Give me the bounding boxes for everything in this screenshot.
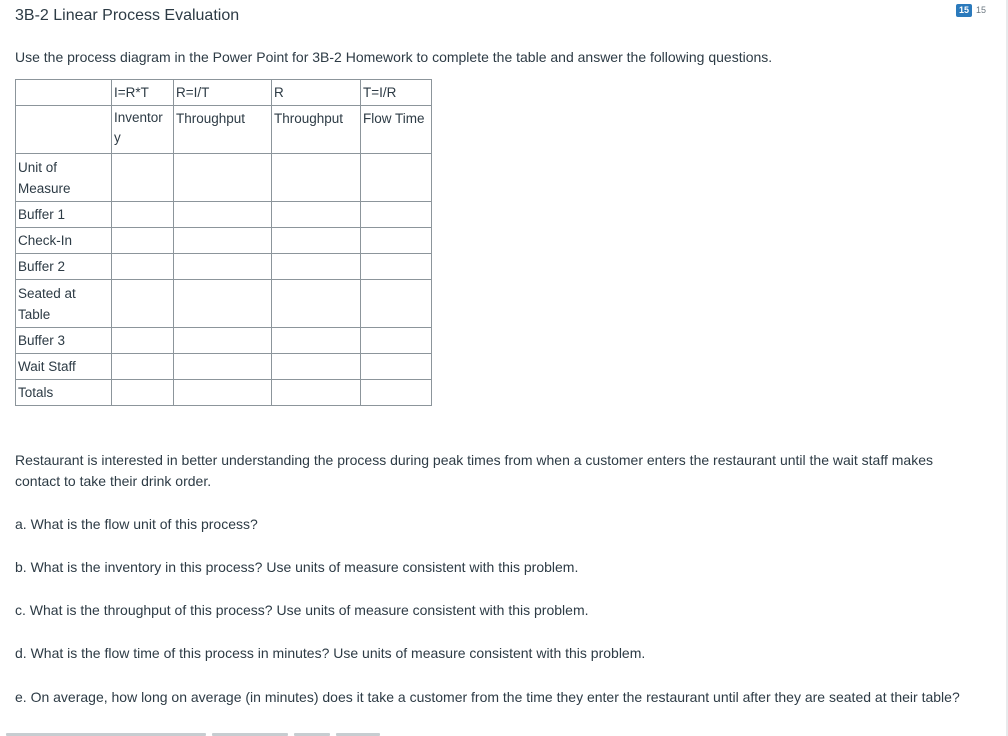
question-e: e. On average, how long on average (in minutes) does it take a customer from the time they enter the restaurant until after they are seated at their table?	[15, 689, 960, 705]
instructions: Use the process diagram in the Power Point for 3B-2 Homework to complete the table and answer the following questions.	[15, 49, 773, 65]
table-row	[16, 254, 432, 280]
row-label: Unit of Measure	[16, 154, 112, 202]
table-cell[interactable]	[112, 154, 174, 202]
table-cell[interactable]	[272, 280, 361, 328]
table-cell[interactable]	[272, 328, 361, 354]
table-cell[interactable]	[272, 354, 361, 380]
process-table	[15, 79, 432, 406]
formula-rate: R	[272, 80, 361, 106]
table-cell[interactable]	[361, 380, 432, 406]
table-cell[interactable]	[272, 254, 361, 280]
formula-inventory: I=R*T	[112, 80, 174, 106]
table-row	[16, 280, 432, 328]
row-label: Seated at Table	[16, 280, 112, 328]
table-row	[16, 228, 432, 254]
table-cell[interactable]	[361, 228, 432, 254]
row-label: Totals	[16, 380, 112, 406]
table-cell[interactable]	[112, 228, 174, 254]
table-cell[interactable]	[361, 280, 432, 328]
label-throughput: Throughput	[174, 106, 272, 154]
label-row	[16, 106, 432, 154]
header-cell-empty	[16, 80, 112, 106]
formula-row	[16, 80, 432, 106]
question-c: c. What is the throughput of this process? Use units of measure consistent with this problem.	[15, 602, 589, 618]
label-inventory: Inventor y	[112, 106, 174, 154]
table-cell[interactable]	[174, 380, 272, 406]
row-label: Buffer 1	[16, 202, 112, 228]
table-row	[16, 202, 432, 228]
table-row	[16, 354, 432, 380]
page-title: 3B-2 Linear Process Evaluation	[15, 7, 240, 24]
question-a: a. What is the flow unit of this process?	[15, 516, 258, 532]
table-cell[interactable]	[174, 280, 272, 328]
table-row	[16, 380, 432, 406]
table-cell[interactable]	[174, 354, 272, 380]
points-total: 15	[975, 5, 986, 15]
table-cell[interactable]	[174, 228, 272, 254]
table-cell[interactable]	[361, 254, 432, 280]
points-badges	[956, 4, 986, 17]
row-label: Check-In	[16, 228, 112, 254]
table-row	[16, 328, 432, 354]
table-cell[interactable]	[112, 354, 174, 380]
row-label: Buffer 2	[16, 254, 112, 280]
table-cell[interactable]	[272, 380, 361, 406]
label-throughput-2: Throughput	[272, 106, 361, 154]
table-cell[interactable]	[174, 202, 272, 228]
table-cell[interactable]	[112, 254, 174, 280]
row-label: Buffer 3	[16, 328, 112, 354]
table-cell[interactable]	[112, 328, 174, 354]
table-row	[16, 154, 432, 202]
label-flow-time: Flow Time	[361, 106, 432, 154]
table-cell[interactable]	[112, 380, 174, 406]
row-label: Wait Staff	[16, 354, 112, 380]
question-b: b. What is the inventory in this process? Use units of measure consistent with this problem.	[15, 559, 579, 575]
table-cell[interactable]	[174, 254, 272, 280]
question-d: d. What is the flow time of this process in minutes? Use units of measure consistent with this problem.	[15, 645, 646, 661]
formula-flow-time: T=I/R	[361, 80, 432, 106]
formula-throughput: R=I/T	[174, 80, 272, 106]
table-cell[interactable]	[112, 280, 174, 328]
table-cell[interactable]	[272, 228, 361, 254]
table-cell[interactable]	[361, 354, 432, 380]
table-cell[interactable]	[174, 154, 272, 202]
table-cell[interactable]	[272, 154, 361, 202]
table-cell[interactable]	[361, 328, 432, 354]
table-cell[interactable]	[112, 202, 174, 228]
table-cell[interactable]	[174, 328, 272, 354]
points-badge: 15	[956, 4, 972, 17]
table-cell[interactable]	[361, 154, 432, 202]
scenario-text: Restaurant is interested in better understanding the process during peak times from when a customer enters the restaurant until the wait staff makes contact to take their drink order.	[15, 452, 933, 489]
table-cell[interactable]	[272, 202, 361, 228]
label-cell-empty	[16, 106, 112, 154]
table-cell[interactable]	[361, 202, 432, 228]
